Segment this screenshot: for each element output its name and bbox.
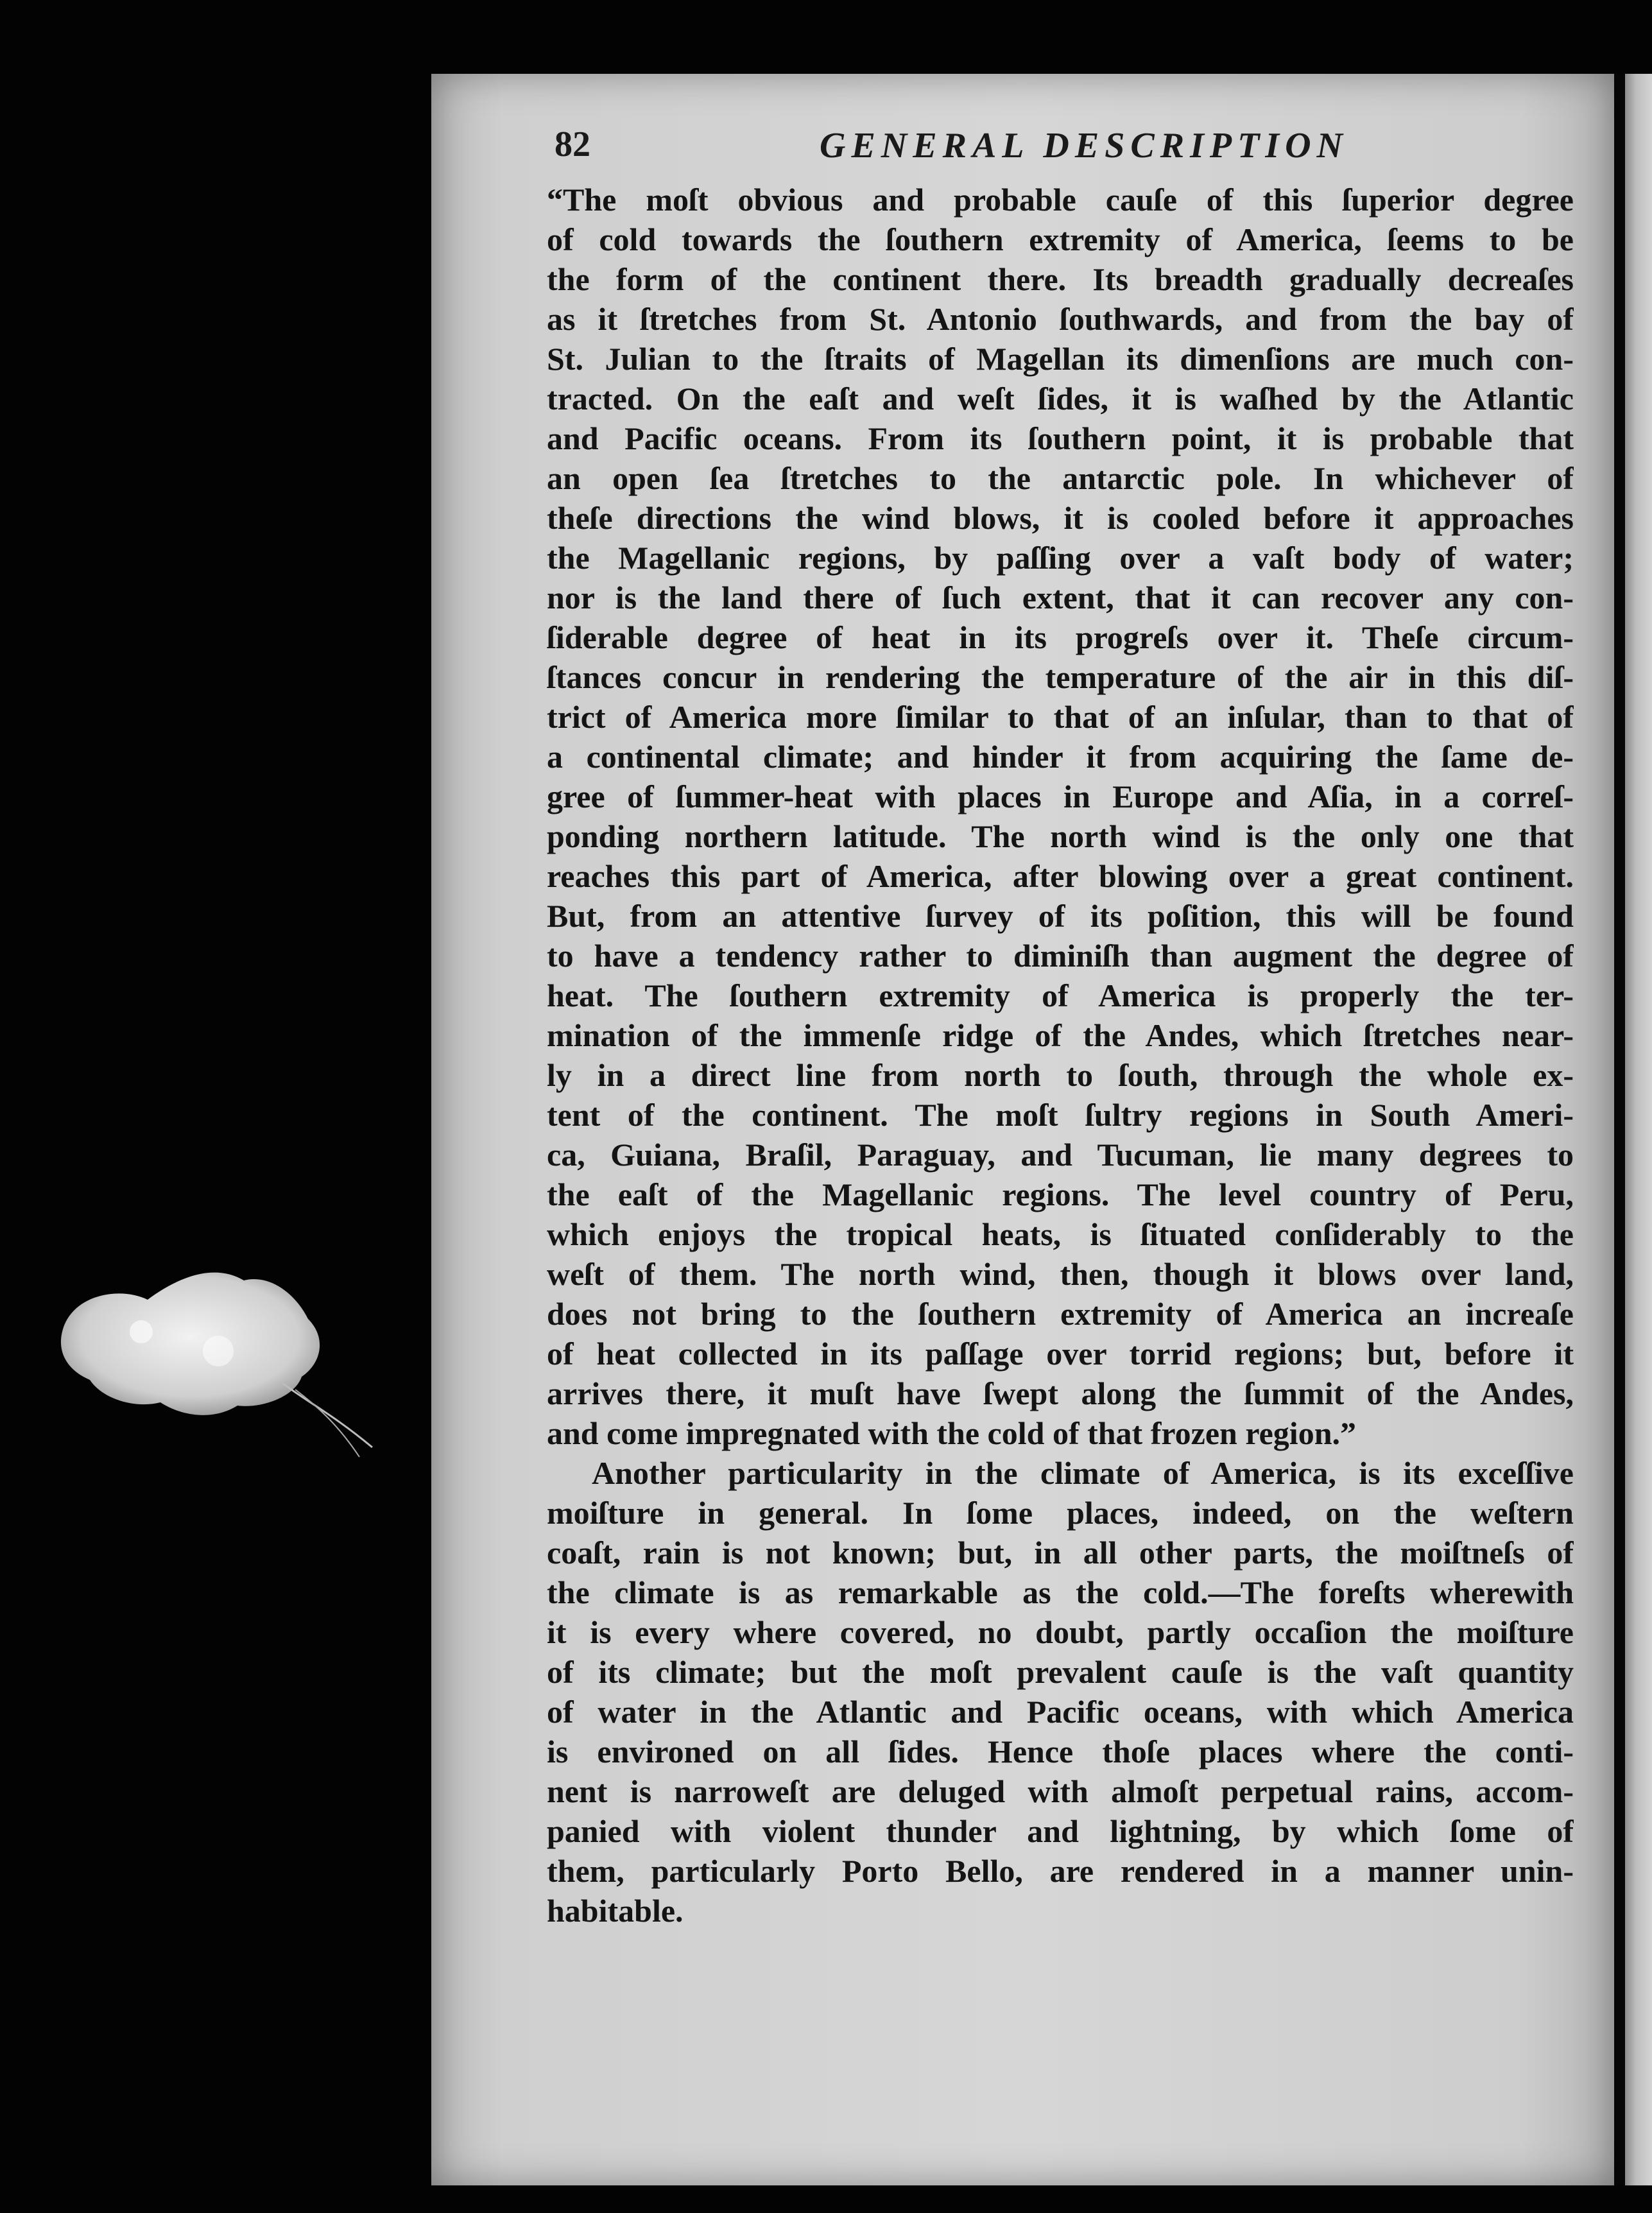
text-line: reaches this part of America, after blowing over a great continent.: [547, 858, 1574, 894]
text-line: nent is narroweſt are deluged with almoſt perpetual rains, accom-: [547, 1773, 1574, 1809]
text-line: But, from an attentive ſurvey of its poſition, this will be found: [547, 898, 1574, 934]
stain-blot: [51, 1255, 379, 1467]
text-line: as it ſtretches from St. Antonio ſouthwards, and from the bay of: [547, 301, 1574, 337]
text-line: and come impregnated with the cold of that frozen region.”: [547, 1415, 1357, 1451]
text-line: tracted. On the eaſt and weſt ſides, it is waſhed by the Atlantic: [547, 381, 1574, 417]
text-line: arrives there, it muſt have ſwept along the ſummit of the Andes,: [547, 1375, 1574, 1411]
text-line: the eaſt of the Magellanic regions. The level country of Peru,: [547, 1176, 1574, 1212]
text-line: to have a tendency rather to diminiſh than augment the degree of: [547, 938, 1574, 974]
text-line: Another particularity in the climate of America, is its exceſſive: [592, 1455, 1574, 1491]
page-number: 82: [555, 125, 590, 164]
text-line: mination of the immenſe ridge of the Andes, which ſtretches near-: [547, 1017, 1574, 1053]
text-line: ly in a direct line from north to ſouth, through the whole ex-: [547, 1057, 1574, 1093]
text-line: weſt of them. The north wind, then, though it blows over land,: [547, 1256, 1574, 1292]
text-line: moiſture in general. In ſome places, indeed, on the weſtern: [547, 1495, 1574, 1531]
text-line: ponding northern latitude. The north wind is the only one that: [547, 818, 1574, 854]
text-line: ca, Guiana, Braſil, Paraguay, and Tucuman, lie many degrees to: [547, 1137, 1574, 1173]
text-line: the Magellanic regions, by paſſing over a vaſt body of water;: [547, 540, 1574, 576]
book-page: [431, 74, 1614, 2185]
text-line: coaſt, rain is not known; but, in all other parts, the moiſtneſs of: [547, 1535, 1574, 1571]
text-line: of heat collected in its paſſage over torrid regions; but, before it: [547, 1336, 1574, 1372]
page-gutter: [1614, 74, 1625, 2185]
text-line: ſtances concur in rendering the temperature of the air in this diſ-: [547, 659, 1574, 695]
running-head: [555, 124, 1613, 175]
text-line: ſiderable degree of heat in its progreſs over it. Theſe circum-: [547, 619, 1574, 655]
text-line: of its climate; but the moſt prevalent cauſe is the vaſt quantity: [547, 1654, 1574, 1690]
page-header-title: GENERAL DESCRIPTION: [820, 126, 1348, 166]
text-line: the form of the continent there. Its breadth gradually decreaſes: [547, 261, 1574, 297]
text-line: nor is the land there of ſuch extent, that it can recover any con-: [547, 580, 1574, 616]
text-line: it is every where covered, no doubt, partly occaſion the moiſture: [547, 1614, 1574, 1650]
text-line: heat. The ſouthern extremity of America is properly the ter-: [547, 977, 1574, 1013]
text-line: tent of the continent. The moſt ſultry regions in South Ameri-: [547, 1097, 1574, 1133]
text-line: and Pacific oceans. From its ſouthern point, it is probable that: [547, 420, 1574, 456]
text-line: St. Julian to the ſtraits of Magellan its dimenſions are much con-: [547, 341, 1574, 377]
text-line: habitable.: [547, 1893, 684, 1929]
text-line: gree of ſummer-heat with places in Europe and Aſia, in a correſ-: [547, 779, 1574, 814]
adjacent-page-edge: [1625, 74, 1652, 2185]
text-line: of cold towards the ſouthern extremity of America, ſeems to be: [547, 221, 1574, 257]
text-line: is environed on all ſides. Hence thoſe places where the conti-: [547, 1734, 1574, 1770]
text-line: theſe directions the wind blows, it is cooled before it approaches: [547, 500, 1574, 536]
text-line: the climate is as remarkable as the cold.—The foreſts wherewith: [547, 1574, 1574, 1610]
text-line: a continental climate; and hinder it from acquiring the ſame de-: [547, 739, 1574, 775]
text-line: “The moſt obvious and probable cauſe of this ſuperior degree: [547, 182, 1574, 218]
text-line: does not bring to the ſouthern extremity of America an increaſe: [547, 1296, 1574, 1332]
text-line: panied with violent thunder and lightning, by which ſome of: [547, 1813, 1574, 1849]
text-line: which enjoys the tropical heats, is ſituated conſiderably to the: [547, 1216, 1574, 1252]
text-line: an open ſea ſtretches to the antarctic pole. In whichever of: [547, 460, 1574, 496]
text-line: of water in the Atlantic and Pacific oceans, with which America: [547, 1694, 1574, 1730]
body-text: [547, 180, 1574, 1931]
text-line: them, particularly Porto Bello, are rendered in a manner unin-: [547, 1853, 1574, 1889]
text-line: trict of America more ſimilar to that of an inſular, than to that of: [547, 699, 1574, 735]
